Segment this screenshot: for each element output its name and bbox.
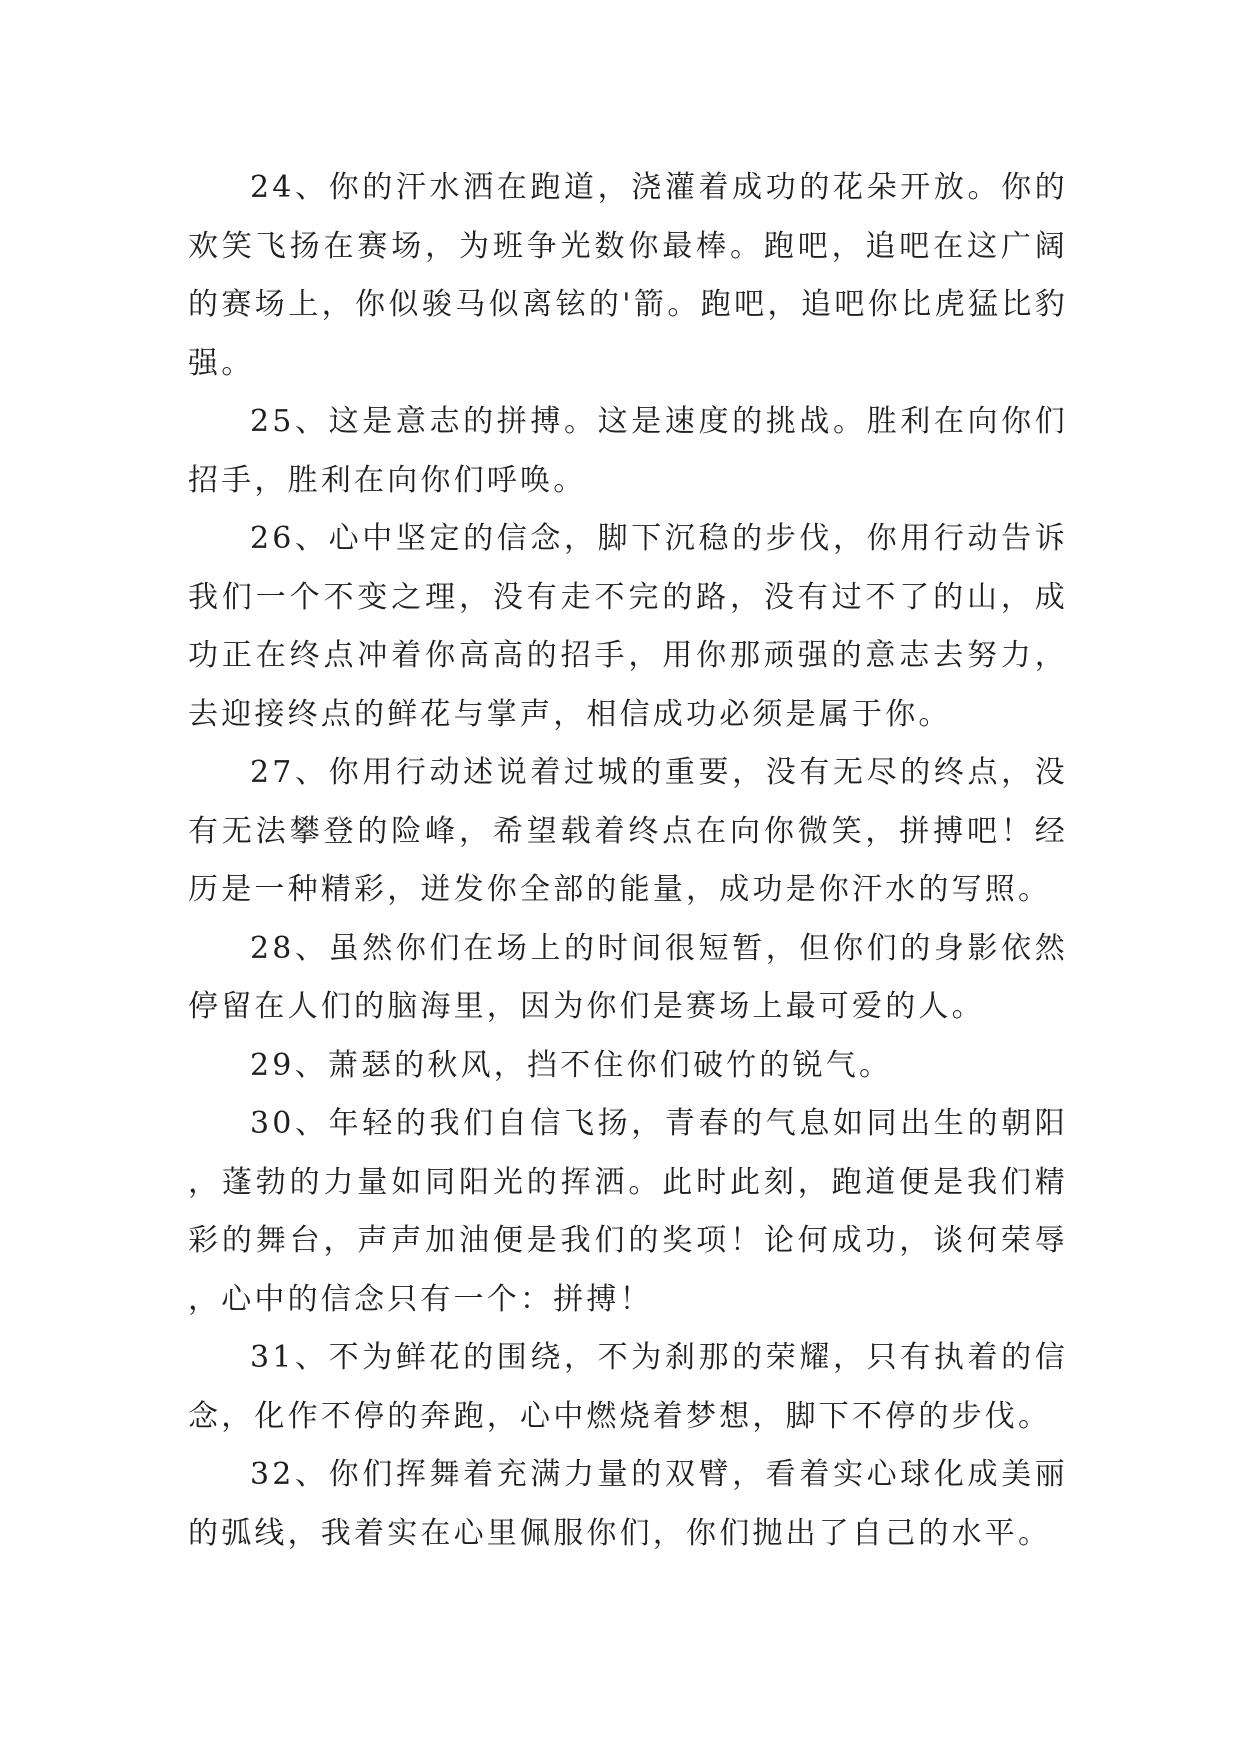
document-body bbox=[188, 159, 1068, 1563]
paragraph-24: 24、你的汗水洒在跑道，浇灌着成功的花朵开放。你的欢笑飞扬在赛场，为班争光数你最棒。跑吧，追吧在这广阔的赛场上，你似骏马似离铉的'箭。跑吧，追吧你比虎猛比豹强。 bbox=[188, 170, 1068, 381]
paragraph-26: 26、心中坚定的信念，脚下沉稳的步伐，你用行动告诉我们一个不变之理，没有走不完的路，没有过不了的山，成功正在终点冲着你高高的招手，用你那顽强的意志去努力，去迎接终点的鲜花与掌声，相信成功必须是属于你。 bbox=[188, 521, 1068, 732]
paragraph-29: 29、萧瑟的秋风，挡不住你们破竹的锐气。 bbox=[250, 1047, 893, 1083]
paragraph-25: 25、这是意志的拼搏。这是速度的挑战。胜利在向你们招手，胜利在向你们呼唤。 bbox=[188, 404, 1068, 498]
paragraph-27: 27、你用行动述说着过城的重要，没有无尽的终点，没有无法攀登的险峰，希望载着终点在向你微笑，拼搏吧！经历是一种精彩，迸发你全部的能量，成功是你汗水的写照。 bbox=[188, 755, 1068, 907]
paragraph-28: 28、虽然你们在场上的时间很短暂，但你们的身影依然停留在人们的脑海里，因为你们是赛场上最可爱的人。 bbox=[188, 930, 1068, 1024]
paragraph-30: 30、年轻的我们自信飞扬，青春的气息如同出生的朝阳，蓬勃的力量如同阳光的挥洒。此时此刻，跑道便是我们精彩的舞台，声声加油便是我们的奖项！论何成功，谈何荣辱，心中的信念只有一个：拼搏！ bbox=[188, 1106, 1068, 1317]
paragraph-31: 31、不为鲜花的围绕，不为刹那的荣耀，只有执着的信念，化作不停的奔跑，心中燃烧着梦想，脚下不停的步伐。 bbox=[188, 1340, 1068, 1434]
paragraph-32: 32、你们挥舞着充满力量的双臂，看着实心球化成美丽的弧线，我着实在心里佩服你们，你们抛出了自己的水平。 bbox=[188, 1457, 1068, 1551]
